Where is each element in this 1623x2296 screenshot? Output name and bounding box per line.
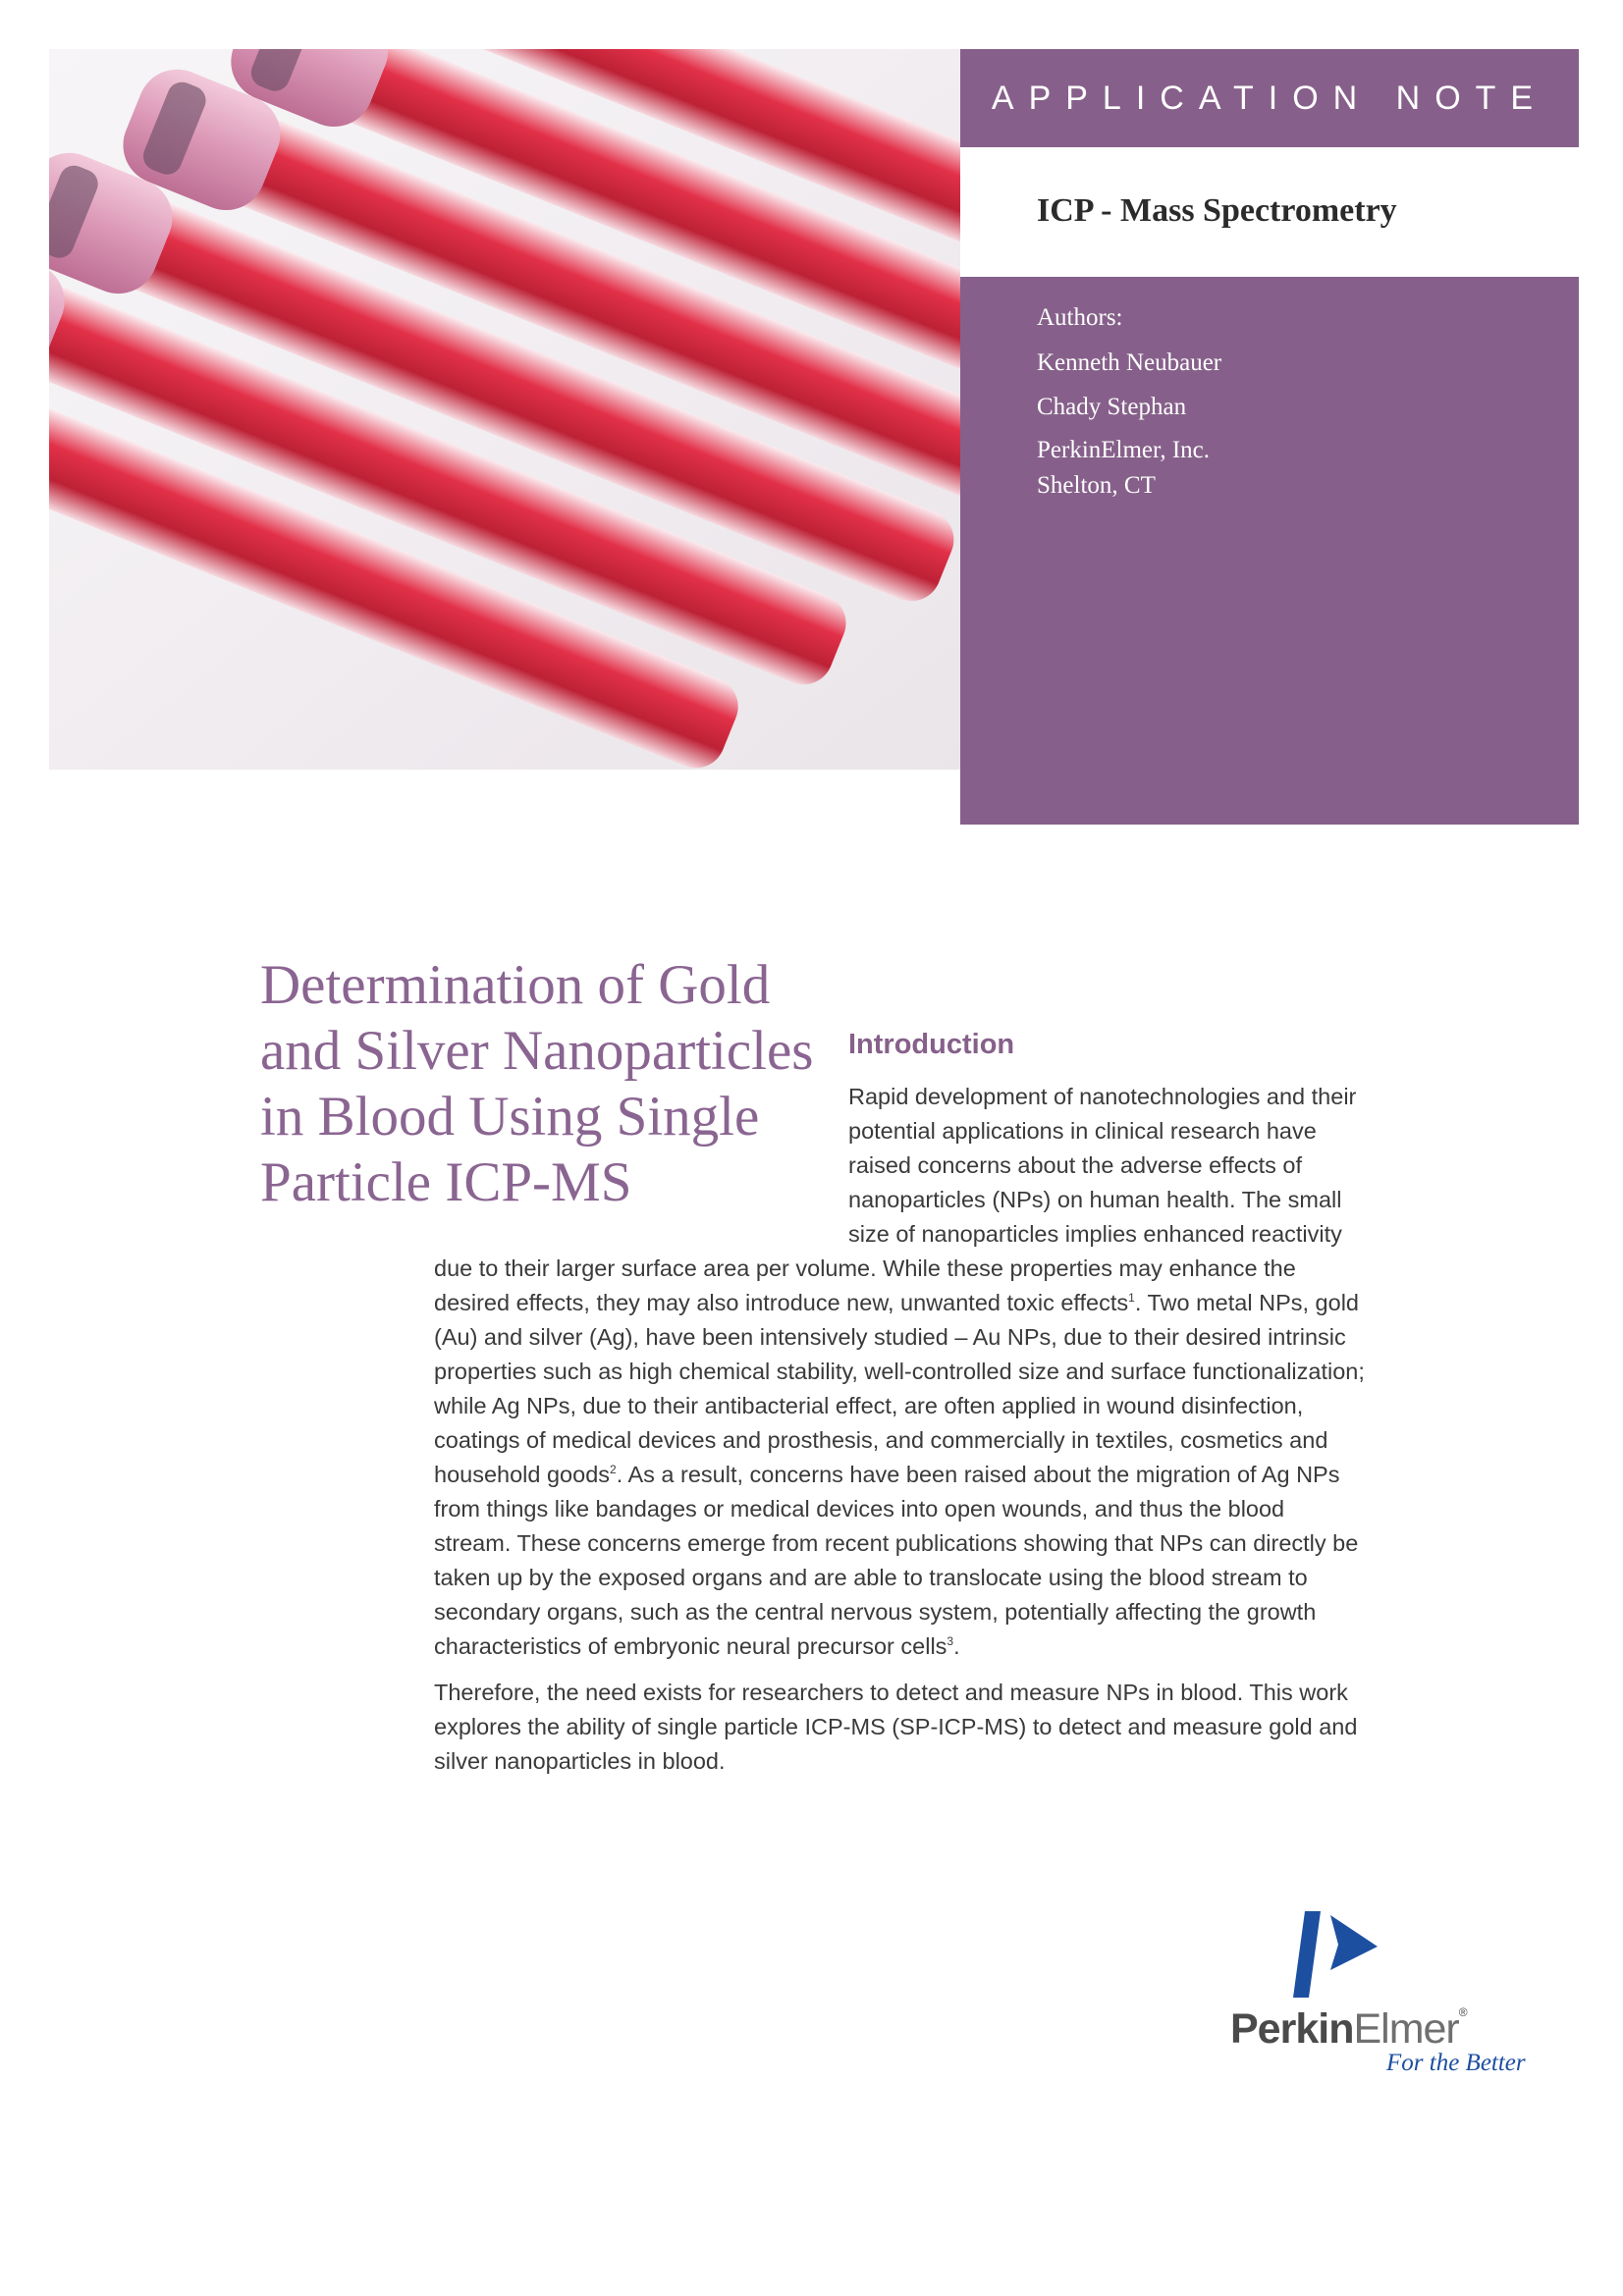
title-line: and Silver Nanoparticles: [260, 1020, 814, 1082]
category-heading: ICP - Mass Spectrometry: [1037, 192, 1397, 229]
title-line: Particle ICP-MS: [260, 1151, 632, 1213]
introduction-heading: Introduction: [848, 1029, 1015, 1060]
author-organization: PerkinElmer, Inc.: [1037, 437, 1211, 463]
author-name: Kenneth Neubauer: [1037, 349, 1222, 376]
author-name: Chady Stephan: [1037, 394, 1187, 420]
perkinelmer-p-mark-icon: [1291, 1909, 1399, 2002]
introduction-paragraph-2: Therefore, the need exists for researchers to detect and measure NPs in blood. This work explores the ability of single particle ICP-MS (SP-ICP-MS) to detect and measure gold and silver nanoparticles in blood.: [434, 1680, 1358, 1774]
introduction-paragraph: [434, 1080, 1367, 1664]
reference-marker: 2: [610, 1463, 617, 1477]
intro-text: .: [953, 1633, 960, 1659]
intro-text: Rapid development of nanotechnologies and their potential applications in clinical research have raised concerns about the adverse effects of nanoparticles (NPs) on human health. The small size of nanoparticles implies enhanced reactivity due to their larger surface area per volume. While these properties may enhance the desired effects, they may also introduce new, unwanted toxic effects: [434, 1084, 1357, 1315]
logo-wordmark: [1230, 2005, 1467, 2054]
authors-panel: [960, 277, 1579, 825]
reference-marker: 1: [1128, 1291, 1135, 1306]
intro-text: . As a result, concerns have been raised about the migration of Ag NPs from things like bandages or medical devices into open wounds, and thus the blood stream. These concerns emerge from recent publications showing that NPs can directly be taken up by the exposed organs and are able to translocate using the blood stream to secondary organs, such as the central nervous system, potentially affecting the growth characteristics of embryonic neural precursor cells: [434, 1462, 1359, 1659]
application-note-banner: [960, 49, 1579, 147]
title-line: in Blood Using Single: [260, 1086, 760, 1148]
logo-word-bold: Perkin: [1230, 2005, 1354, 2053]
logo-word-light: Elmer: [1353, 2005, 1459, 2053]
title-line: Determination of Gold: [260, 954, 771, 1016]
intro-text: . Two metal NPs, gold (Au) and silver (Ag), have been intensively studied – Au NPs, due to their desired intrinsic properties such as high chemical stability, well-controlled size and surface functionalization; while Ag NPs, due to their antibacterial effect, are often applied in wound disinfection, coatings of medical devices and prosthesis, and commercially in textiles, cosmetics and household goods: [434, 1290, 1365, 1487]
hero-image: [49, 49, 960, 770]
registered-mark: ®: [1458, 2005, 1467, 2019]
title-wrap-spacer: [434, 1080, 848, 1252]
authors-label: Authors:: [1037, 304, 1123, 331]
logo-tagline: For the Better: [1386, 2050, 1526, 2076]
reference-marker: 3: [947, 1634, 954, 1649]
blood-tubes-illustration-icon: [49, 49, 960, 770]
author-location: Shelton, CT: [1037, 472, 1156, 499]
application-note-label: APPLICATION NOTE: [991, 79, 1548, 117]
perkinelmer-logo: [1227, 1909, 1532, 2086]
